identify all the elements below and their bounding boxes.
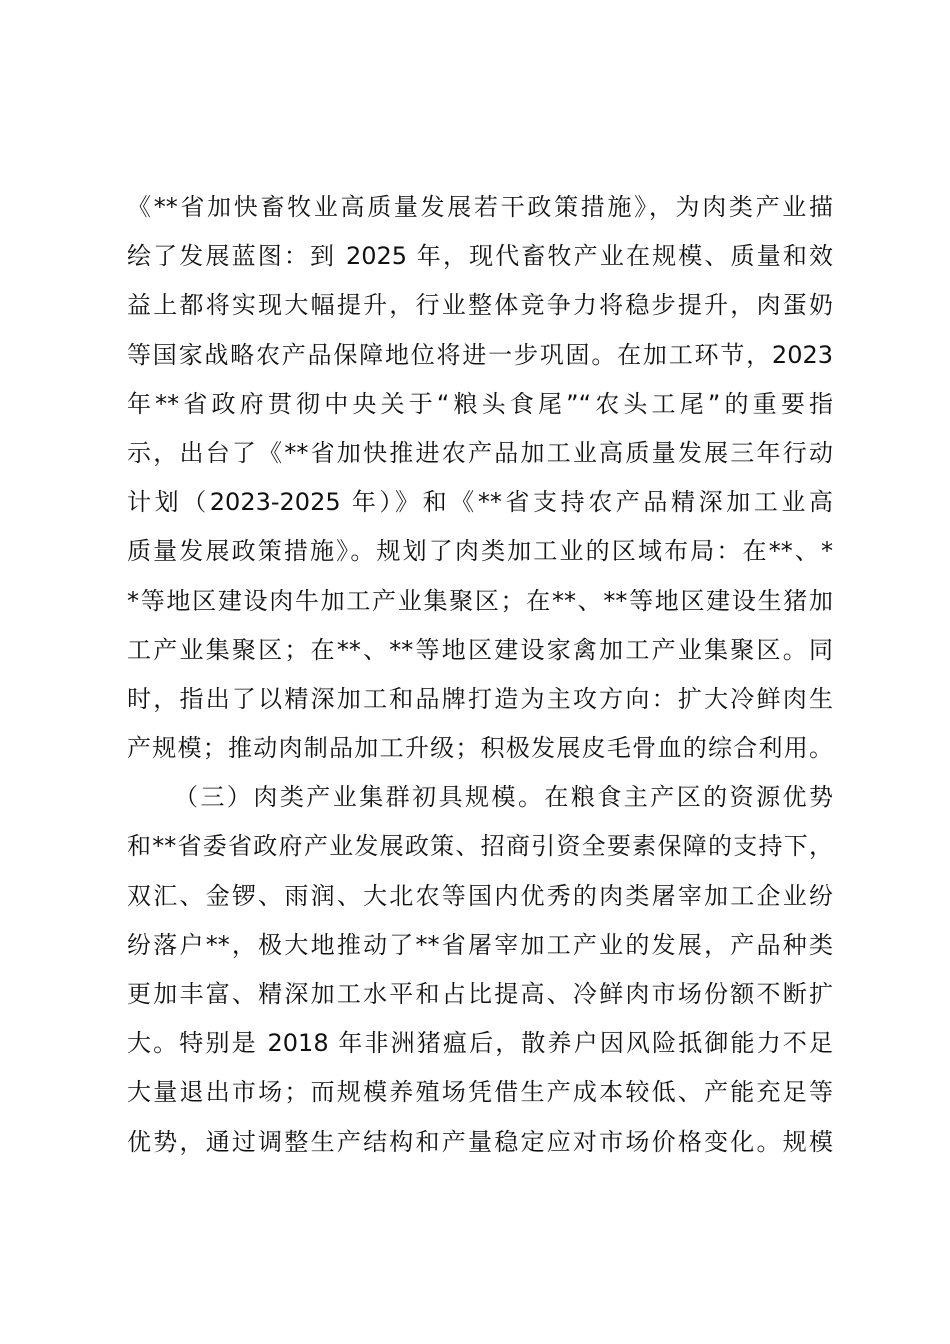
text-line: 纷落户**，极大地推动了**省屠宰加工产业的发展，产品种类 bbox=[127, 930, 833, 959]
text-line: 绘了发展蓝图：到 2025 年，现代畜牧产业在规模、质量和效 bbox=[127, 242, 833, 271]
text-line: 等国家战略农产品保障地位将进一步巩固。在加工环节，2023 bbox=[127, 340, 833, 369]
text-line: 和**省委省政府产业发展政策、招商引资全要素保障的支持下， bbox=[127, 832, 833, 861]
text-line: 大。特别是 2018 年非洲猪瘟后，散养户因风险抵御能力不足 bbox=[127, 1029, 833, 1058]
body-text bbox=[127, 183, 833, 1167]
text-line: 时，指出了以精深加工和品牌打造为主攻方向：扩大冷鲜肉生 bbox=[127, 684, 833, 713]
text-line: 质量发展政策措施》。规划了肉类加工业的区域布局：在**、* bbox=[127, 537, 833, 566]
text-line: 计划（2023-2025 年）》和《**省支持农产品精深加工业高 bbox=[127, 488, 833, 517]
text-line: 产规模；推动肉制品加工升级；积极发展皮毛骨血的综合利用。 bbox=[127, 734, 833, 763]
text-line: 双汇、金锣、雨润、大北农等国内优秀的肉类屠宰加工企业纷 bbox=[127, 881, 833, 910]
text-line: 益上都将实现大幅提升，行业整体竞争力将稳步提升，肉蛋奶 bbox=[127, 291, 833, 320]
text-line: 工产业集聚区；在**、**等地区建设家禽加工产业集聚区。同 bbox=[127, 635, 833, 664]
text-line: 年**省政府贯彻中央关于“粮头食尾”“农头工尾”的重要指 bbox=[127, 389, 833, 418]
paragraph-start-line: （三）肉类产业集群初具规模。在粮食主产区的资源优势 bbox=[174, 783, 833, 812]
text-line: 大量退出市场；而规模养殖场凭借生产成本较低、产能充足等 bbox=[127, 1078, 833, 1107]
text-line: 优势，通过调整生产结构和产量稳定应对市场价格变化。规模 bbox=[127, 1127, 833, 1156]
text-line: 《**省加快畜牧业高质量发展若干政策措施》，为肉类产业描 bbox=[127, 193, 833, 221]
text-line: *等地区建设肉牛加工产业集聚区；在**、**等地区建设生猪加 bbox=[127, 586, 833, 615]
text-line: 更加丰富、精深加工水平和占比提高、冷鲜肉市场份额不断扩 bbox=[127, 980, 833, 1008]
text-line: 示，出台了《**省加快推进农产品加工业高质量发展三年行动 bbox=[127, 438, 833, 467]
